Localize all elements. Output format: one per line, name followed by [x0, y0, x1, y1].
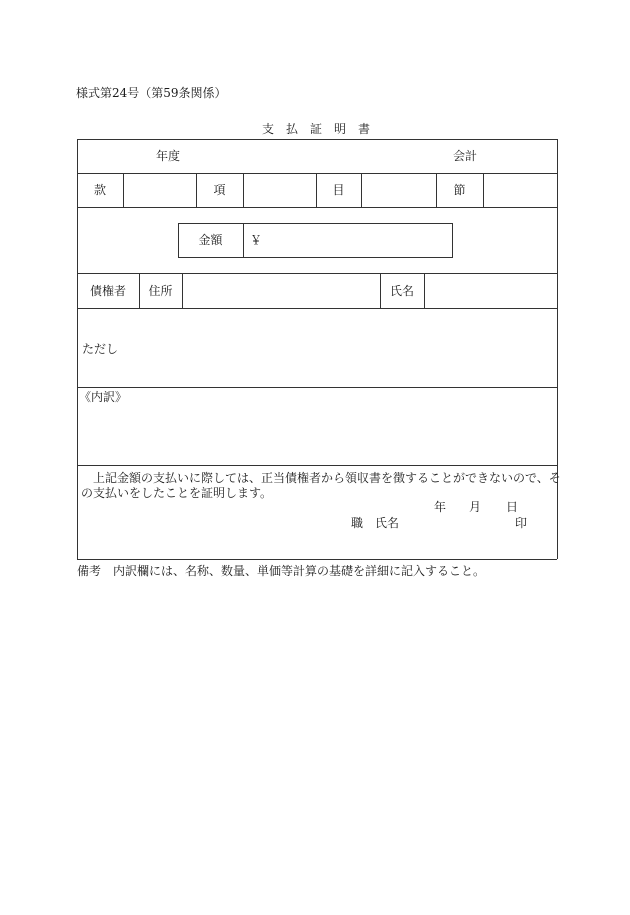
amount-label: 金額	[198, 233, 223, 247]
moku-field[interactable]	[362, 174, 436, 207]
setsu-label: 節	[453, 183, 466, 197]
setsu-field[interactable]	[484, 174, 557, 207]
form-number: 様式第24号（第59条関係）	[76, 86, 227, 100]
proviso-field[interactable]	[78, 309, 557, 387]
amount-field[interactable]	[262, 224, 450, 257]
date-day-label: 日	[506, 500, 519, 514]
address-field[interactable]	[183, 274, 380, 308]
certification-line-2: の支払いをしたことを証明します。	[81, 486, 273, 500]
title-name-label: 職 氏名	[351, 516, 400, 530]
kan-label: 款	[93, 183, 106, 197]
date-month-label: 月	[469, 500, 482, 514]
breakdown-field[interactable]	[78, 388, 557, 465]
date-year-label: 年	[434, 500, 447, 514]
seal-label: 印	[515, 516, 528, 530]
creditor-label: 債権者	[89, 284, 126, 298]
name-field[interactable]	[425, 274, 557, 308]
note-text: 備考 内訳欄には、名称、数量、単価等計算の基礎を詳細に記入すること。	[77, 564, 486, 578]
accounting-label: 会計	[453, 149, 478, 163]
address-label: 住所	[148, 284, 173, 298]
proviso-label: ただし	[82, 342, 119, 356]
kan-field[interactable]	[124, 174, 196, 207]
kou-field[interactable]	[244, 174, 316, 207]
kou-label: 項	[213, 183, 226, 197]
currency-symbol: ￥	[250, 233, 263, 247]
certification-line-1: 上記金額の支払いに際しては、正当債権者から領収書を徴することができないので、そ	[93, 471, 561, 485]
name-label: 氏名	[389, 284, 414, 298]
moku-label: 目	[332, 183, 345, 197]
document-title: 支 払 証 明 書	[262, 122, 371, 136]
breakdown-label: 《内訳》	[79, 390, 128, 404]
fiscal-year-label: 年度	[156, 149, 181, 163]
